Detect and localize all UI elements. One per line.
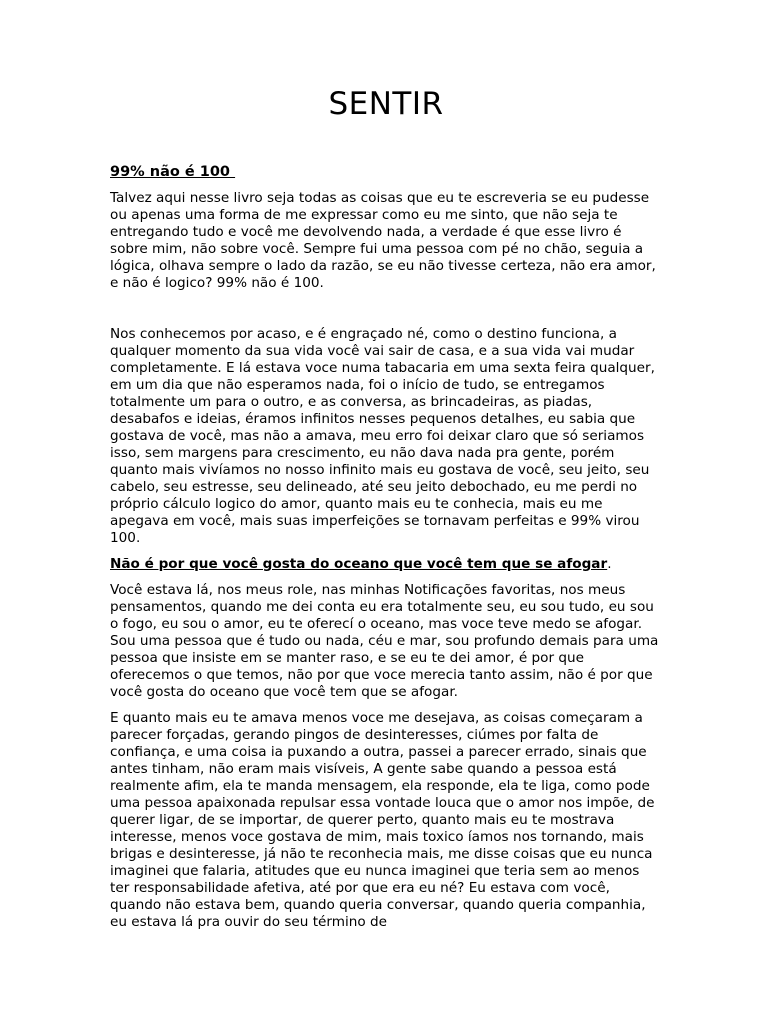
section-subheading	[110, 556, 662, 573]
document-body	[110, 163, 662, 940]
subheading-underlined-text: Não é por que você gosta do oceano que você tem que se afogar	[110, 556, 608, 572]
section-heading: 99% não é 100	[110, 164, 236, 180]
subheading-trailing-punctuation: .	[607, 556, 612, 572]
paragraph-ocean: Você estava lá, nos meus role, nas minhas Notificações favoritas, nos meus pensamentos, quando me dei conta eu era totalmente seu, eu sou tudo, eu sou o fogo, eu sou o amor, eu te oferecí o oceano, mas voce teve medo se afogar. Sou uma pessoa que é tudo ou nada, céu e mar, sou profundo demais para uma pessoa que insiste em se manter raso, e se eu te dei amor, é por que oferecemos o que temos, não por que voce merecia tanto assim, não é por que você gosta do oceano que você tem que se afogar.	[110, 582, 659, 700]
paragraph-decline: E quanto mais eu te amava menos voce me desejava, as coisas começaram a parecer forçadas, gerando pingos de desinteresses, ciúmes por falta de confiança, e uma coisa ia puxando a outra, passei a parecer errado, sinais que antes tinham, não eram mais visíveis, A gente sabe quando a pessoa está realmente afim, ela te manda mensagem, ela responde, ela te liga, como pode uma pessoa apaixonada repulsar essa vontade louca que o amor nos impõe, de querer ligar, de se importar, de querer perto, quanto mais eu te mostrava interesse, menos voce gostava de mim, mais toxico íamos nos tornando, mais brigas e desinteresse, já não te reconhecia mais, me disse coisas que eu nunca imaginei que falaria, atitudes que eu nunca imaginei que teria sem ao menos ter responsabilidade afetiva, até por que era eu né? Eu estava com você, quando não estava bem, quando queria conversar, quando queria companhia, eu estava lá pra ouvir do seu término de	[110, 710, 655, 930]
paragraph-intro: Talvez aqui nesse livro seja todas as coisas que eu te escreveria se eu pudesse ou apenas uma forma de me expressar como eu me sinto, que não seja te entregando tudo e você me devolvendo nada, a verdade é que esse livro é sobre mim, não sobre você. Sempre fui uma pessoa com pé no chão, seguia a lógica, olhava sempre o lado da razão, se eu não tivesse certeza, não era amor, e não é logico? 99% não é 100.	[110, 190, 656, 291]
paragraph-meeting: Nos conhecemos por acaso, e é engraçado né, como o destino funciona, a qualquer momento da sua vida você vai sair de casa, e a sua vida vai mudar completamente. E lá estava voce numa tabacaria em uma sexta feira qualquer, em um dia que não esperamos nada, foi o início de tudo, se entregamos totalmente um para o outro, e as conversa, as brincadeiras, as piadas, desabafos e ideias, éramos infinitos nesses pequenos detalhes, eu sabia que gostava de você, mas não a amava, meu erro foi deixar claro que só seriamos isso, sem margens para crescimento, eu não dava nada pra gente, porém quanto mais vivíamos no nosso infinito mais eu gostava de você, seu jeito, seu cabelo, seu estresse, seu delineado, até seu jeito debochado, eu me perdi no próprio cálculo logico do amor, quanto mais eu te conhecia, mais eu me apegava em você, mais suas imperfeições se tornavam perfeitas e 99% virou 100.	[110, 326, 655, 546]
document-title: SENTIR	[328, 86, 444, 122]
